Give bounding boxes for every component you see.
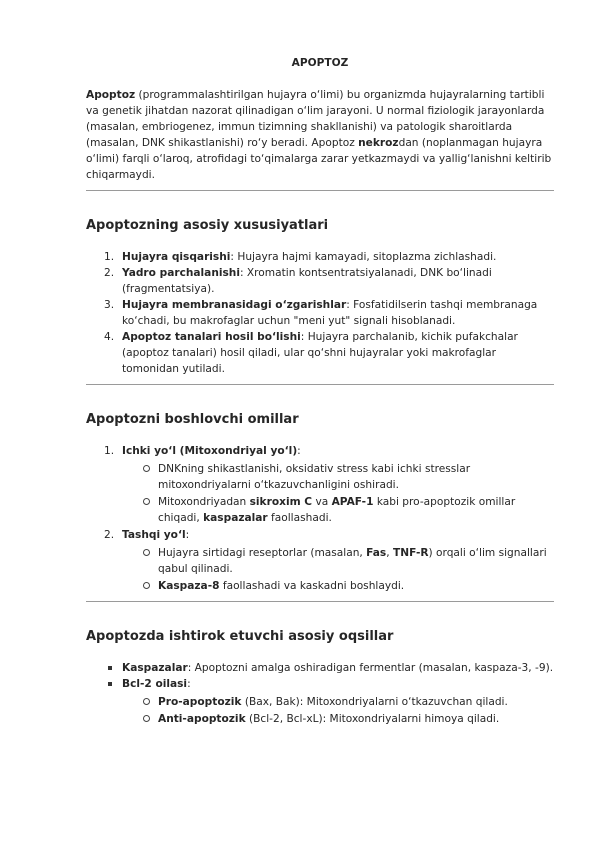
list-item: 1. Hujayra qisqarishi: Hujayra hajmi kamayadi, sitoplazma zichlashadi. — [104, 251, 497, 263]
list-item: 4. Apoptoz tanalari hosil bo‘lishi: Hujayra parchalanib, kichik pufakchalar (apoptoz tanalari) hosil qiladi, ular qo‘shni hujayralar yoki makrofaglar tomonidan yutiladi. — [104, 331, 518, 375]
section-divider — [86, 190, 554, 191]
sub-list-item: Mitoxondriyadan sikroxim C va APAF-1 kabi pro-apoptozik omillar chiqadi, kaspazalar faollashadi. — [122, 494, 554, 526]
circle-bullet-icon — [143, 698, 150, 705]
list-item: 2. Tashqi yo‘l: Hujayra sirtidagi reseptorlar (masalan, Fas, TNF-R) orqali o‘lim signallari qabul qilinadi. Kaspaza-8 faollashadi va kaskadni boshlaydi. — [86, 527, 554, 594]
circle-bullet-icon — [143, 582, 150, 589]
sub-list-item: Kaspaza-8 faollashadi va kaskadni boshlaydi. — [122, 578, 554, 594]
section-divider — [86, 601, 554, 602]
section-heading: Apoptozda ishtirok etuvchi asosiy oqsillar — [86, 629, 394, 644]
bullet-list — [86, 660, 554, 727]
list-item: 2. Yadro parchalanishi: Xromatin kontsentratsiyalanadi, DNK bo‘linadi (fragmentatsiya). — [104, 267, 492, 295]
list-item: Kaspazalar: Apoptozni amalga oshiradigan fermentlar (masalan, kaspaza-3, -9). — [86, 660, 554, 676]
circle-bullet-icon — [143, 715, 150, 722]
list-item: 3. Hujayra membranasidagi o‘zgarishlar: Fosfatidilserin tashqi membranaga ko‘chadi, bu makrofaglar uchun "meni yut" signali hisoblanadi. — [104, 299, 538, 327]
circle-bullet-icon — [143, 498, 150, 505]
intro-paragraph: Apoptoz (programmalashtirilgan hujayra o‘limi) bu organizmda hujayralarning tartibli va genetik jihatdan nazorat qilinadigan o‘lim jarayoni. U normal fiziologik jarayonlarda (masalan, embriogenez, immun tizimning shakllanishi) va patologik sharoitlarda (masalan, DNK shikastlanishi) ro‘y beradi. Apoptoz nekrozdan (noplanmagan hujayra o‘limi) farqli o‘laroq, atrofidagi to‘qimalarga zarar yetkazmaydi va yallig‘lanishni keltirib chiqarmaydi. — [86, 89, 552, 181]
section-divider — [86, 384, 554, 385]
sub-list-item: Anti-apoptozik (Bcl-2, Bcl-xL): Mitoxondriyalarni himoya qiladi. — [122, 711, 554, 727]
document-page — [86, 55, 554, 728]
numbered-list — [86, 249, 554, 377]
list-item: 1. Ichki yo‘l (Mitoxondriyal yo‘l): DNKning shikastlanishi, oksidativ stress kabi ichki stresslar mitoxondriyalarni o‘tkazuvchanligini oshiradi. Mitoxondriyadan sikroxim C va APAF-1 kabi pro-apoptozik omillar chiqadi, kaspazalar faollashadi. — [86, 443, 554, 526]
section-heading: Apoptozning asosiy xususiyatlari — [86, 218, 329, 233]
numbered-list — [86, 443, 554, 594]
square-bullet-icon — [108, 682, 112, 686]
square-bullet-icon — [108, 666, 112, 670]
circle-bullet-icon — [143, 465, 150, 472]
sub-list-item: Pro-apoptozik (Bax, Bak): Mitoxondriyalarni o‘tkazuvchan qiladi. — [122, 694, 554, 710]
sub-list-item: DNKning shikastlanishi, oksidativ stress kabi ichki stresslar mitoxondriyalarni o‘tkazuvchanligini oshiradi. — [122, 461, 554, 493]
document-title: APOPTOZ — [291, 57, 349, 69]
sub-list — [122, 694, 554, 727]
circle-bullet-icon — [143, 549, 150, 556]
section-heading: Apoptozni boshlovchi omillar — [86, 412, 299, 427]
sub-list-item: Hujayra sirtidagi reseptorlar (masalan, Fas, TNF-R) orqali o‘lim signallari qabul qilinadi. — [122, 545, 554, 577]
sub-list — [122, 461, 554, 526]
sub-list — [122, 545, 554, 594]
list-item: Bcl-2 oilasi: Pro-apoptozik (Bax, Bak): Mitoxondriyalarni o‘tkazuvchan qiladi. Anti-apoptozik (Bcl-2, Bcl-xL): Mitoxondriyalarni himoya qiladi. — [86, 676, 554, 727]
intro-lead: Apoptoz — [86, 89, 136, 101]
